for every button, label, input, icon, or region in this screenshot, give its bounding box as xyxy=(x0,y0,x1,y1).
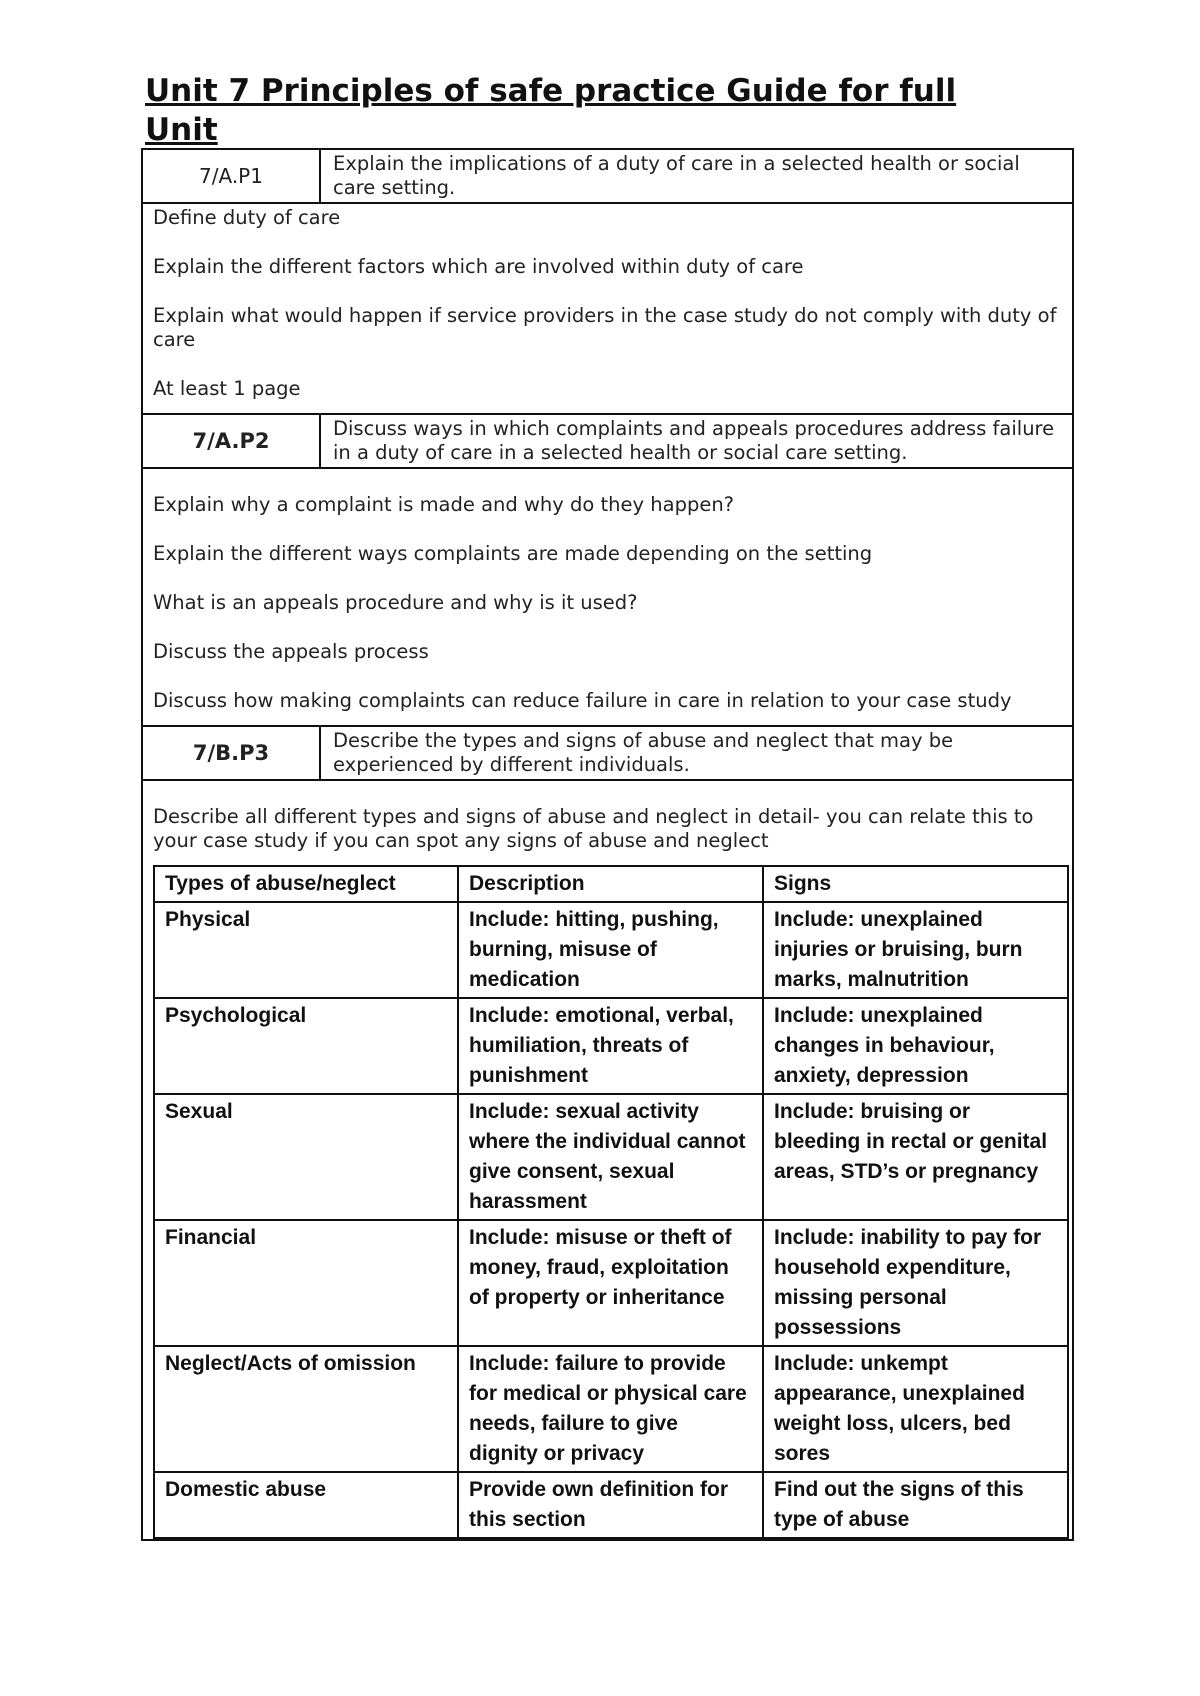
criterion-code: 7/B.P3 xyxy=(143,727,321,779)
abuse-type-cell: Physical xyxy=(154,902,458,998)
signs-cell: Include: unexplained changes in behaviour, anxiety, depression xyxy=(763,998,1068,1094)
guidance-block-p3 xyxy=(143,781,1072,865)
guidance-item: What is an appeals procedure and why is it used? xyxy=(153,591,638,614)
criterion-row-p1 xyxy=(143,150,1072,204)
table-row xyxy=(154,902,1068,998)
criterion-text: Discuss ways in which complaints and appeals procedures address failure in a duty of care in a selected health or social care setting. xyxy=(333,417,1055,464)
column-header: Types of abuse/neglect xyxy=(154,866,458,902)
criterion-code: 7/A.P2 xyxy=(143,415,321,467)
abuse-type-cell: Sexual xyxy=(154,1094,458,1220)
table-row xyxy=(154,1346,1068,1472)
table-row xyxy=(154,1472,1068,1538)
guidance-item: Describe all different types and signs of abuse and neglect in detail- you can relate this to your case study if you can spot any signs of abuse and neglect xyxy=(153,805,1034,852)
criterion-code: 7/A.P1 xyxy=(143,150,321,202)
guidance-item: Explain what would happen if service providers in the case study do not comply with duty of care xyxy=(153,304,1057,351)
guidance-item: At least 1 page xyxy=(153,377,301,400)
column-header: Signs xyxy=(763,866,1068,902)
unit-guide-table xyxy=(141,148,1074,1541)
description-cell: Include: failure to provide for medical or physical care needs, failure to give dignity or privacy xyxy=(458,1346,763,1472)
table-row xyxy=(154,1094,1068,1220)
guidance-block-p1 xyxy=(143,204,1072,413)
criterion-row-p3 xyxy=(143,725,1072,781)
column-header: Description xyxy=(458,866,763,902)
abuse-type-cell: Domestic abuse xyxy=(154,1472,458,1538)
description-cell: Include: misuse or theft of money, fraud, exploitation of property or inheritance xyxy=(458,1220,763,1346)
criterion-text: Explain the implications of a duty of care in a selected health or social care setting. xyxy=(333,152,1020,199)
signs-cell: Include: unexplained injuries or bruising, burn marks, malnutrition xyxy=(763,902,1068,998)
abuse-types-table xyxy=(153,865,1069,1539)
guidance-item: Discuss how making complaints can reduce failure in care in relation to your case study xyxy=(153,689,1012,712)
abuse-type-cell: Financial xyxy=(154,1220,458,1346)
description-cell: Include: emotional, verbal, humiliation, threats of punishment xyxy=(458,998,763,1094)
guidance-item: Define duty of care xyxy=(153,206,341,229)
signs-cell: Include: bruising or bleeding in rectal or genital areas, STD’s or pregnancy xyxy=(763,1094,1068,1220)
table-header-row xyxy=(154,866,1068,902)
abuse-type-cell: Neglect/Acts of omission xyxy=(154,1346,458,1472)
guidance-item: Explain the different factors which are involved within duty of care xyxy=(153,255,804,278)
guidance-item: Explain the different ways complaints are made depending on the setting xyxy=(153,542,873,565)
page-title: Unit 7 Principles of safe practice Guide for full Unit xyxy=(145,73,957,148)
signs-cell: Find out the signs of this type of abuse xyxy=(763,1472,1068,1538)
abuse-type-cell: Psychological xyxy=(154,998,458,1094)
description-cell: Provide own definition for this section xyxy=(458,1472,763,1538)
signs-cell: Include: unkempt appearance, unexplained weight loss, ulcers, bed sores xyxy=(763,1346,1068,1472)
description-cell: Include: sexual activity where the individual cannot give consent, sexual harassment xyxy=(458,1094,763,1220)
guidance-block-p2 xyxy=(143,469,1072,725)
description-cell: Include: hitting, pushing, burning, misuse of medication xyxy=(458,902,763,998)
criterion-text: Describe the types and signs of abuse and neglect that may be experienced by different individuals. xyxy=(333,729,954,776)
table-row xyxy=(154,1220,1068,1346)
guidance-item: Explain why a complaint is made and why do they happen? xyxy=(153,493,735,516)
signs-cell: Include: inability to pay for household expenditure, missing personal possessions xyxy=(763,1220,1068,1346)
criterion-row-p2 xyxy=(143,413,1072,469)
guidance-item: Discuss the appeals process xyxy=(153,640,429,663)
table-row xyxy=(154,998,1068,1094)
